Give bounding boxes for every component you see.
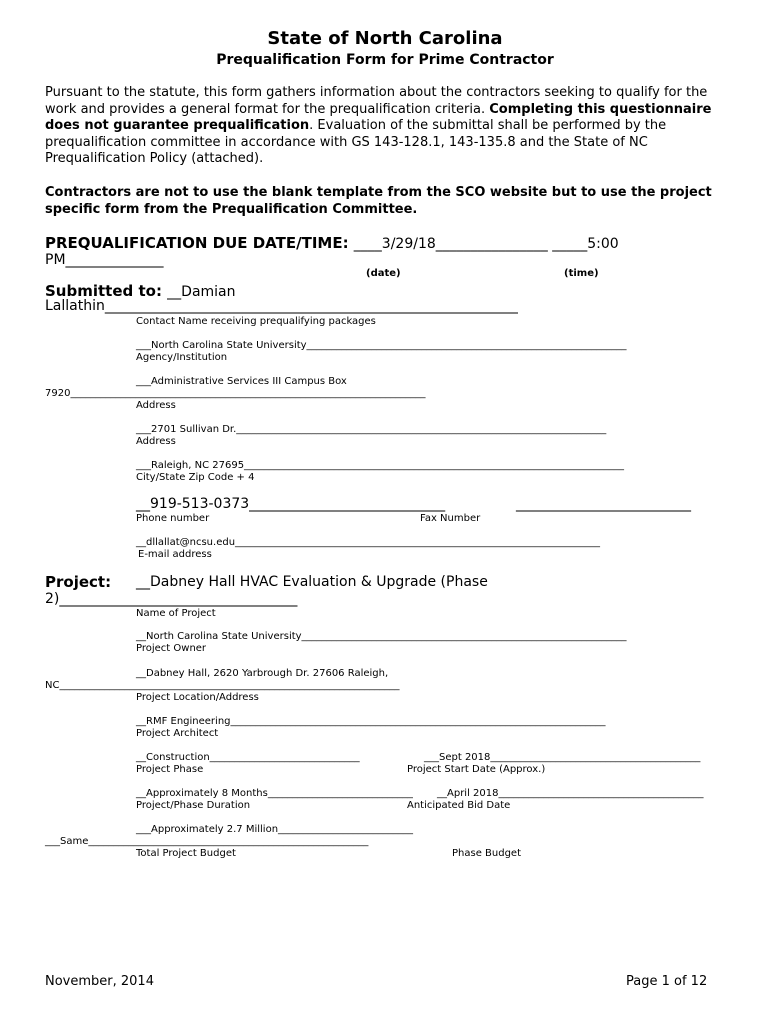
city-caption: City/State Zip Code + 4 (136, 472, 255, 483)
phase-budget-caption: Phase Budget (452, 848, 522, 859)
project-owner-field[interactable]: __North Carolina State University_________________________________________________________________ (136, 631, 627, 642)
project-label: Project: (45, 573, 112, 591)
total-budget-caption: Total Project Budget (136, 848, 236, 859)
address1-field-wrap[interactable]: 7920_______________________________________________________________________ (45, 388, 426, 399)
email-field[interactable]: __dllallat@ncsu.edu_________________________________________________________________________ (136, 537, 601, 548)
intro-text-bold: Completing this questionnaire does not guarantee prequalification (45, 101, 712, 133)
total-budget-field[interactable]: ___Approximately 2.7 Million___________________________ (136, 824, 414, 835)
intro-paragraph (45, 85, 735, 168)
due-date-value-wrap: PM______________ (45, 252, 164, 268)
form-subtitle: Prequalification Form for Prime Contractor (216, 52, 554, 68)
project-name-caption: Name of Project (136, 608, 216, 619)
address1-caption: Address (136, 400, 176, 411)
project-start-field[interactable]: ___Sept 2018__________________________________________ (424, 752, 701, 763)
form-title: State of North Carolina (267, 28, 503, 49)
submitted-to-value-wrap: Lallathin___________________________________________________________ (45, 298, 518, 314)
due-date-value: ____3/29/18________________ _____5:00 (353, 236, 619, 252)
project-architect-field[interactable]: __RMF Engineering___________________________________________________________________________ (136, 716, 606, 727)
date-caption: (date) (366, 268, 401, 279)
project-location-field-wrap[interactable]: NC____________________________________________________________________ (45, 680, 400, 691)
bid-date-field[interactable]: __April 2018_________________________________________ (437, 788, 704, 799)
project-start-caption: Project Start Date (Approx.) (407, 764, 546, 775)
address2-field[interactable]: ___2701 Sullivan Dr.__________________________________________________________________________ (136, 424, 607, 435)
footer-date: November, 2014 (45, 974, 154, 989)
intro-text-b: . Evaluation of the submittal shall be performed by the prequalification committee in accordance with GS 143-128.1, 143-135.8 and the State of NC Prequalification Policy (attached). (45, 118, 667, 166)
intro-text-a: Pursuant to the statute, this form gathers information about the contractors seeking to qualify for the work and provides a general format for the prequalification criteria. (45, 85, 708, 117)
bid-date-caption: Anticipated Bid Date (407, 800, 511, 811)
agency-field[interactable]: ___North Carolina State University________________________________________________________________ (136, 340, 627, 351)
footer-page-number: Page 1 of 12 (626, 974, 708, 989)
project-phase-caption: Project Phase (136, 764, 204, 775)
submitted-to-label: Submitted to: (45, 282, 168, 300)
project-owner-caption: Project Owner (136, 643, 207, 654)
project-name-field[interactable]: __Dabney Hall HVAC Evaluation & Upgrade (Phase (136, 574, 488, 590)
fax-field[interactable]: _________________________ (516, 496, 691, 512)
project-name-field-wrap[interactable]: 2)__________________________________ (45, 591, 298, 607)
address1-field[interactable]: ___Administrative Services III Campus Box (136, 376, 347, 387)
project-duration-caption: Project/Phase Duration (136, 800, 251, 811)
project-architect-caption: Project Architect (136, 728, 219, 739)
address2-caption: Address (136, 436, 176, 447)
contact-caption: Contact Name receiving prequalifying packages (136, 316, 376, 327)
template-notice: Contractors are not to use the blank template from the SCO website but to use the project specific form from the Prequalification Committee. (45, 185, 712, 217)
fax-caption: Fax Number (420, 513, 481, 524)
project-duration-field[interactable]: __Approximately 8 Months_____________________________ (136, 788, 413, 799)
project-phase-field[interactable]: __Construction______________________________ (136, 752, 360, 763)
time-caption: (time) (564, 268, 599, 279)
due-date-label: PREQUALIFICATION DUE DATE/TIME: (45, 234, 354, 252)
email-caption: E-mail address (138, 549, 212, 560)
city-field[interactable]: ___Raleigh, NC 27695____________________________________________________________________________ (136, 460, 625, 471)
phase-budget-field[interactable]: ___Same________________________________________________________ (45, 836, 369, 847)
project-location-field[interactable]: __Dabney Hall, 2620 Yarbrough Dr. 27606 Raleigh, (136, 668, 389, 679)
due-date-field[interactable] (45, 233, 619, 252)
project-location-caption: Project Location/Address (136, 692, 259, 703)
submitted-to-value: __Damian (167, 284, 236, 300)
agency-caption: Agency/Institution (136, 352, 228, 363)
phone-field[interactable]: __919-513-0373____________________________ (136, 496, 446, 512)
phone-caption: Phone number (136, 513, 210, 524)
